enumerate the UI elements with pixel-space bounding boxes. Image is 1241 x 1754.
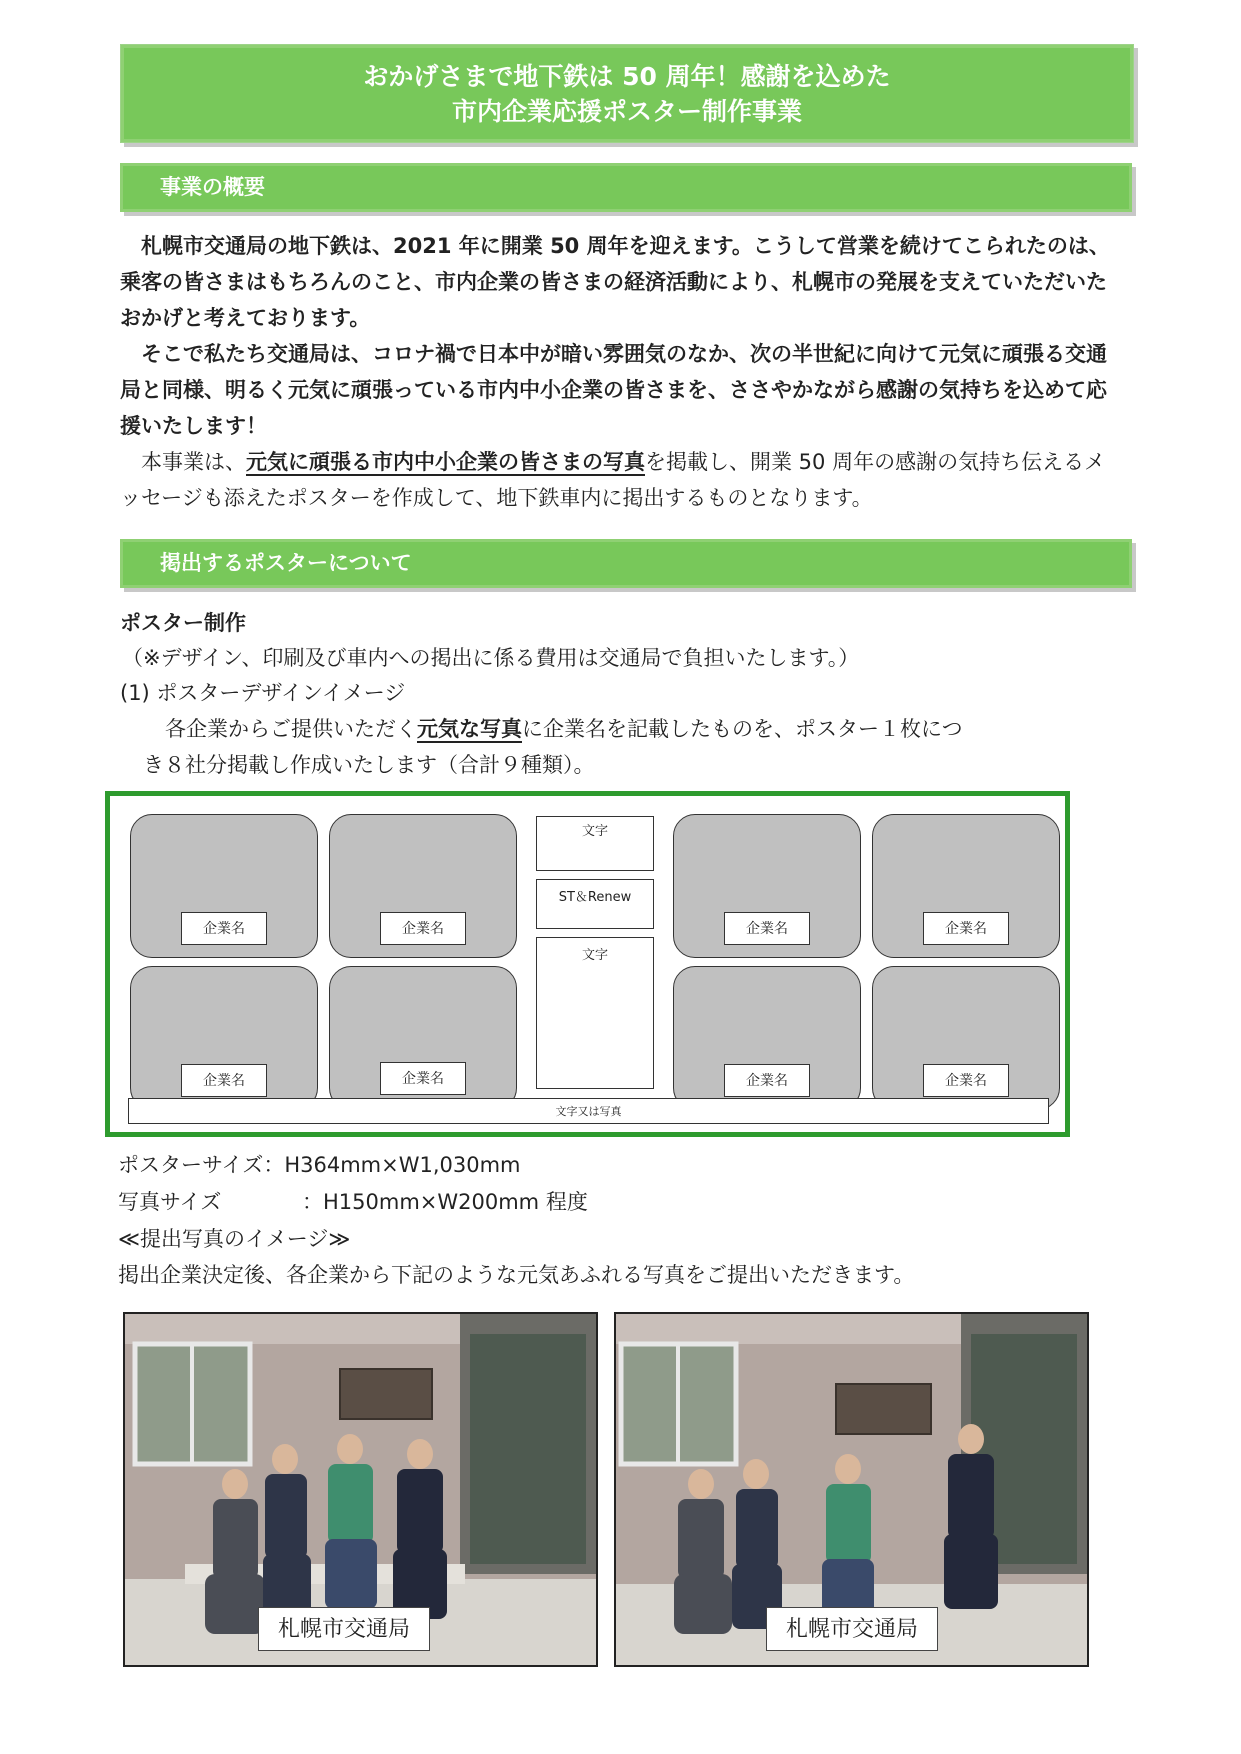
cost-note: （※デザイン、印刷及び車内への掲出に係る費用は交通局で負担いたします。） — [122, 646, 860, 670]
para3-pre: 本事業は、 — [141, 450, 246, 474]
photo-slot — [329, 966, 517, 1110]
para3-post: を掲載し、開業 50 周年の感謝の気持ち伝えるメッセージも添えたポスターを作成して、地下鉄車内に掲出するものとなります。 — [120, 450, 1106, 510]
sample-photo-1 — [123, 1312, 598, 1667]
text-slot-middle: 文字 — [536, 937, 654, 1089]
brand-slot: ST＆Renew — [536, 879, 654, 929]
photo-slot — [130, 814, 318, 958]
overview-paragraph-1: 札幌市交通局の地下鉄は、2021 年に開業 50 周年を迎えます。こうして営業を続けてこられたのは、乗客の皆さまはもちろんのこと、市内企業の皆さまの経済活動により、札幌市の発展を支えていただいたおかげと考えております。 — [120, 234, 1110, 330]
section-heading-overview: 事業の概要 — [120, 163, 1132, 212]
title-line-1: おかげさまで地下鉄は 50 周年！感謝を込めた — [363, 61, 891, 91]
para3-underlined: 元気に頑張る市内中小企業の皆さまの写真 — [246, 450, 645, 474]
company-name-box: 企業名 — [380, 1062, 466, 1095]
photo-slot — [872, 966, 1060, 1110]
photo-size-label: 写真サイズ — [118, 1190, 222, 1214]
desc-underlined: 元気な写真 — [417, 717, 522, 741]
poster-subheading: ポスター制作 — [120, 611, 246, 635]
company-name-box: 企業名 — [380, 912, 466, 945]
document-title — [120, 44, 1134, 143]
photo-slot — [130, 966, 318, 1110]
text-slot-top: 文字 — [536, 816, 654, 871]
desc-pre: 各企業からご提供いただく — [165, 717, 417, 741]
company-name-box: 企業名 — [724, 912, 810, 945]
photo-caption: 札幌市交通局 — [258, 1607, 430, 1651]
overview-paragraph-3 — [120, 444, 1120, 516]
design-description-line-2: き８社分掲載し作成いたします（合計９種類）。 — [143, 753, 595, 777]
photo-slot — [673, 966, 861, 1110]
design-item-1: (1) ポスターデザインイメージ — [120, 681, 406, 705]
company-name-box: 企業名 — [923, 912, 1009, 945]
bottom-text-or-photo-bar: 文字又は写真 — [128, 1098, 1049, 1124]
poster-layout-diagram — [105, 791, 1070, 1137]
photo-caption: 札幌市交通局 — [766, 1607, 938, 1651]
section-heading-poster: 掲出するポスターについて — [120, 539, 1132, 588]
photo-slot — [329, 814, 517, 958]
company-name-box: 企業名 — [181, 912, 267, 945]
title-line-2: 市内企業応援ポスター制作事業 — [451, 96, 802, 126]
company-name-box: 企業名 — [923, 1064, 1009, 1097]
photo-image-description: 掲出企業決定後、各企業から下記のような元気あふれる写真をご提出いただきます。 — [118, 1263, 915, 1287]
photo-size-value: ：H150mm×W200mm 程度 — [302, 1190, 588, 1214]
photo-slot — [872, 814, 1060, 958]
photo-image-heading: ≪提出写真のイメージ≫ — [118, 1227, 351, 1251]
poster-size: ポスターサイズ：H364mm×W1,030mm — [118, 1153, 521, 1177]
design-description-line-1 — [165, 712, 963, 746]
company-name-box: 企業名 — [181, 1064, 267, 1097]
sample-photo-2 — [614, 1312, 1089, 1667]
photo-slot — [673, 814, 861, 958]
overview-paragraph-2: そこで私たち交通局は、コロナ禍で日本中が暗い雰囲気のなか、次の半世紀に向けて元気に頑張る交通局と同様、明るく元気に頑張っている市内中小企業の皆さまを、ささやかながら感謝の気持ちを込めて応援いたします！ — [120, 342, 1107, 438]
company-name-box: 企業名 — [724, 1064, 810, 1097]
desc-post: に企業名を記載したものを、ポスター１枚につ — [522, 717, 963, 741]
